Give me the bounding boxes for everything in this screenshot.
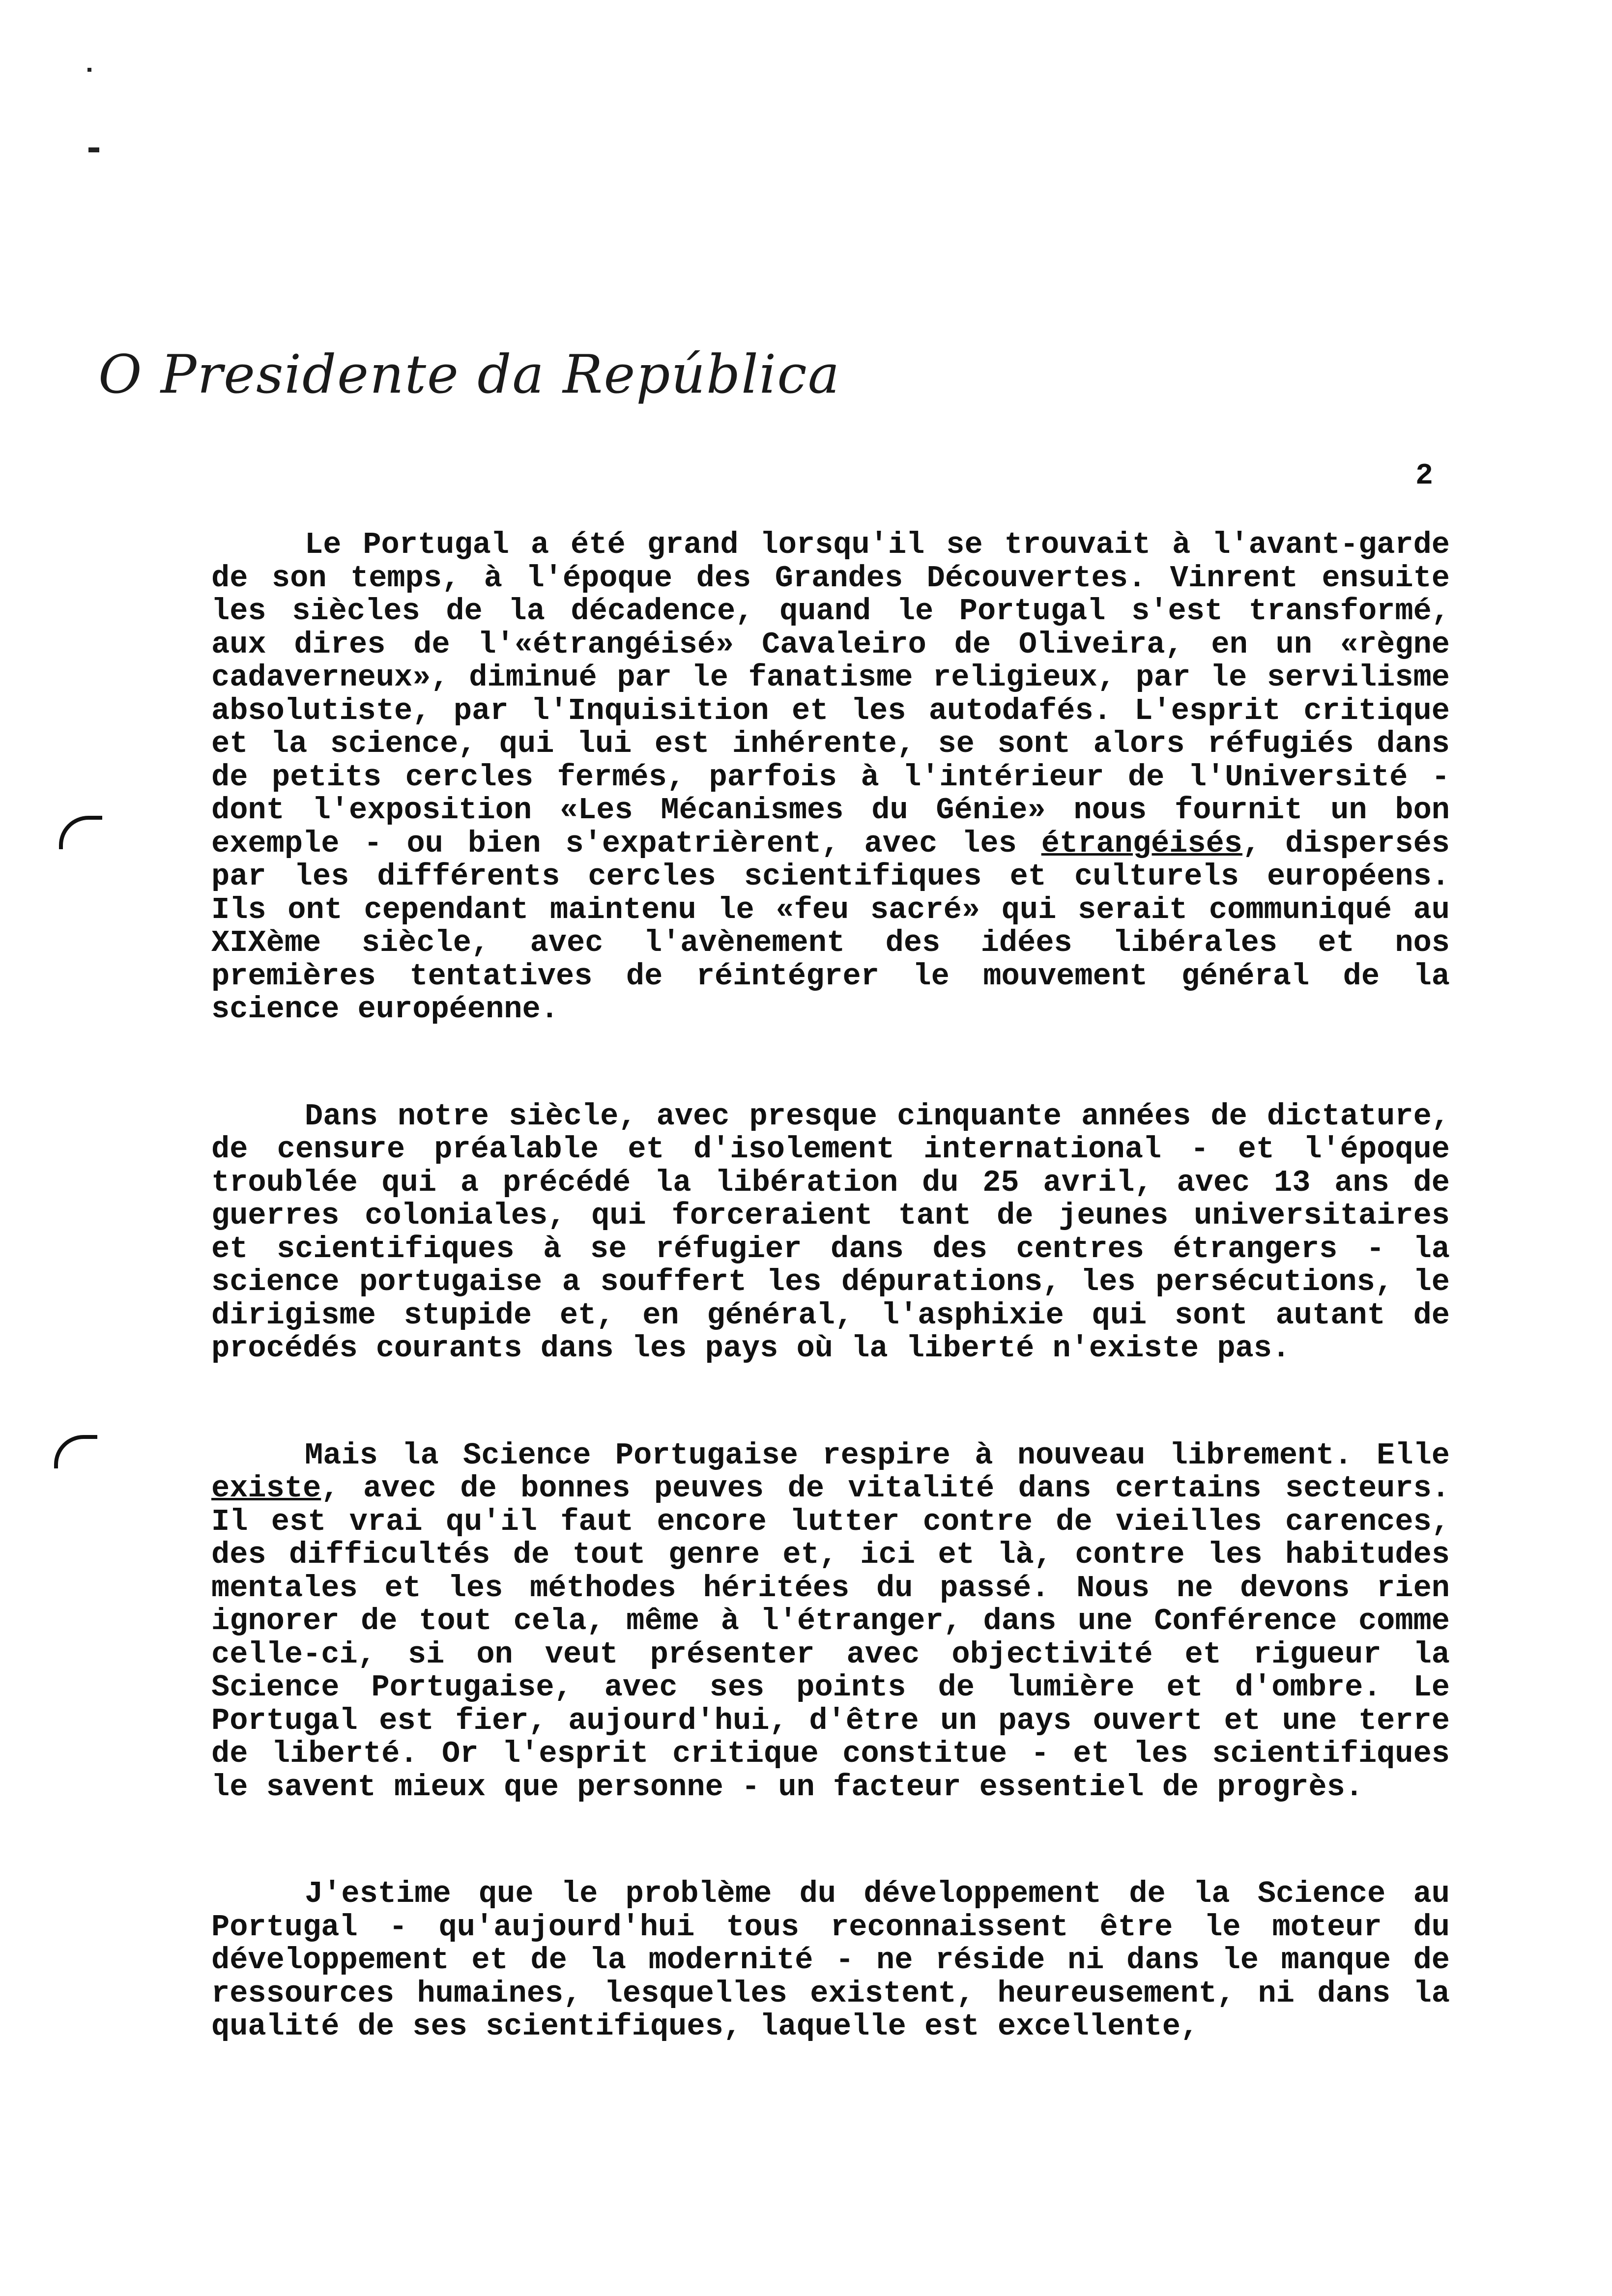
margin-mark xyxy=(54,1435,97,1468)
paragraph-text: Le Portugal a été grand lorsqu'il se trouvait à l'avant-garde de son temps, à l'époque des Grandes Découvertes. Vinrent ensuite les siècles de la décadence, quand le Portugal s'est transformé, aux dires de l'«étrangéisé» Cavaleiro de Oliveira, en un «règne cadaverneux», diminué par le fanatisme religieux, par le servilisme absolutiste, par l'Inquisition et les autodafés. L'esprit critique et la science, qui lui est inhérente, se sont alors réfugiés dans de petits cercles fermés, parfois à l'intérieur de l'Université - dont l'exposition «Les Mécanismes du Génie» nous fournit un bon exemple - ou bien s'expatrièrent, avec les xyxy=(211,527,1450,861)
scan-mark xyxy=(87,68,91,72)
paragraph-text: J'estime que le problème du développement de la Science au Portugal - qu'aujourd'hui tous reconnaissent être le moteur du développement et de la modernité - ne réside ni dans le manque de ressources humaines, lesquelles existent, heureusement, ni dans la qualité de ses scientifiques, laquelle est excellente, xyxy=(211,1876,1450,2044)
page-number: 2 xyxy=(1415,459,1434,493)
paragraph xyxy=(211,1877,1450,2043)
underlined-word: existe xyxy=(211,1471,321,1506)
letterhead: O Presidente da República xyxy=(98,344,841,405)
paragraph-text: Dans notre siècle, avec presque cinquante années de dictature, de censure préalable et d'isolement international - et l'époque troublée qui a précédé la libération du 25 avril, avec 13 ans de guerres coloniales, qui forceraient tant de jeunes universitaires et scientifiques à se réfugier dans des centres étrangers - la science portugaise a souffert les dépurations, les persécutions, le dirigisme stupide et, en général, l'asphixie qui sont autant de procédés courants dans les pays où la liberté n'existe pas. xyxy=(211,1098,1450,1366)
letter-body xyxy=(211,528,1450,2117)
paragraph-text: , dispersés par les différents cercles scientifiques et culturels européens. Ils ont cependant maintenu le «feu sacré» qui serait communiqué au XIXème siècle, avec l'avènement des idées libérales et nos premières tentatives de réintégrer le mouvement général de la science européenne. xyxy=(211,826,1450,1027)
paragraph xyxy=(211,1439,1450,1804)
scan-mark xyxy=(88,147,99,152)
underlined-word: étrangéisés xyxy=(1041,826,1243,861)
margin-mark xyxy=(59,816,102,849)
paragraph-text: Mais la Science Portugaise respire à nouveau librement. Elle xyxy=(305,1437,1450,1473)
paragraph-text: , avec de bonnes peuves de vitalité dans certains secteurs. Il est vrai qu'il faut encore lutter contre de vieilles carences, des difficultés de tout genre et, ici et là, contre les habitudes mentales et les méthodes héritées du passé. Nous ne devons rien ignorer de tout cela, même à l'étranger, dans une Conférence comme celle-ci, si on veut présenter avec objectivité et rigueur la Science Portugaise, avec ses points de lumière et d'ombre. Le Portugal est fier, aujourd'hui, d'être un pays ouvert et une terre de liberté. Or l'esprit critique constitue - et les scientifiques le savent mieux que personne - un facteur essentiel de progrès. xyxy=(211,1471,1450,1805)
paragraph xyxy=(211,528,1450,1026)
paragraph xyxy=(211,1100,1450,1365)
